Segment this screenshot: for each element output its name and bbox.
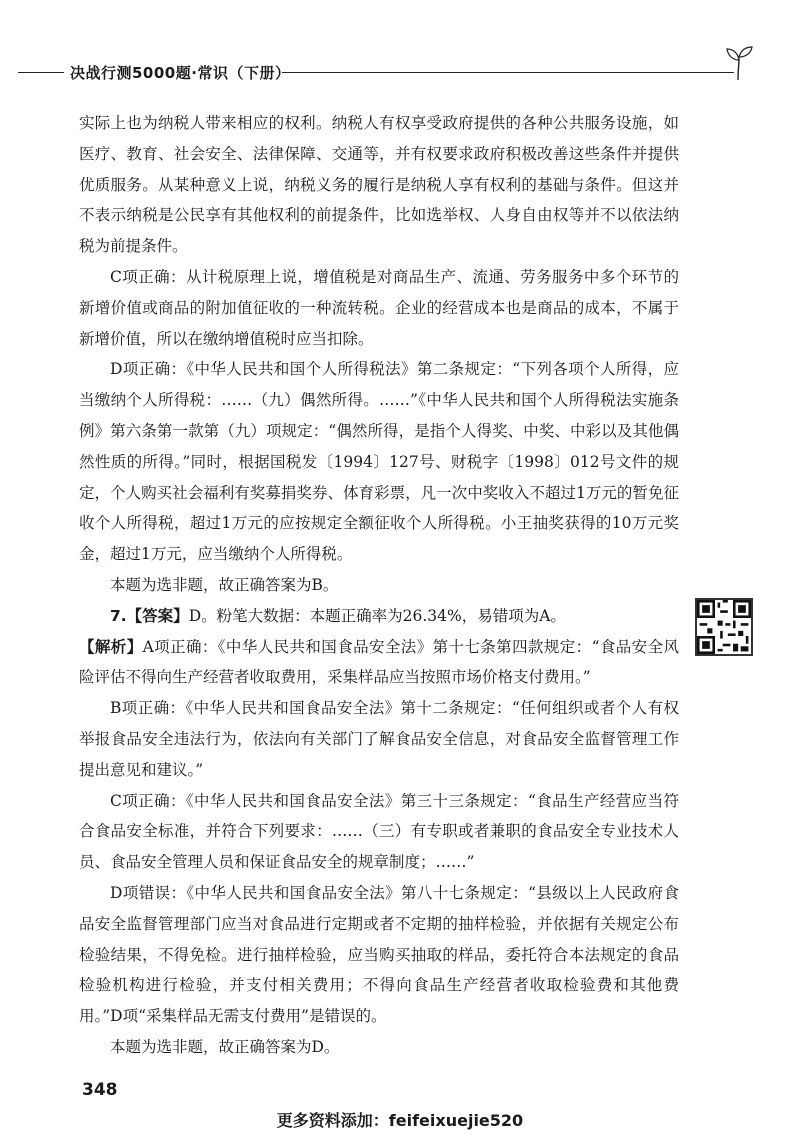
analysis-label: 【解析】	[79, 637, 143, 656]
header-rule-left	[18, 72, 64, 73]
answer-label: 7.【答案】	[110, 606, 189, 625]
analysis-text: A项正确：《中华人民共和国食品安全法》第十七条第四款规定：“食品安全风险评估不得向生产经营者收取费用，采集样品应当按照市场价格支付费用。”	[79, 637, 679, 687]
header-rule-right	[282, 72, 734, 73]
page-number: 348	[82, 1080, 118, 1100]
sprout-icon	[724, 42, 754, 82]
paragraph-answer-7	[79, 601, 679, 632]
header-title: 决战行测5000题·常识（下册）	[70, 64, 291, 82]
answer-explanation-body	[79, 108, 679, 1063]
answer-text: D。粉笔大数据：本题正确率为26.34%，易错项为A。	[188, 606, 566, 625]
paragraph-analysis-c: C项正确：《中华人民共和国食品安全法》第三十三条规定：“食品生产经营应当符合食品安全标准，并符合下列要求：……（三）有专职或者兼职的食品安全专业技术人员、食品安全管理人员和保证食品安全的规章制度；……”	[79, 791, 679, 872]
paragraph-conclusion-7: 本题为选非题，故正确答案为D。	[110, 1037, 340, 1056]
paragraph-conclusion-6: 本题为选非题，故正确答案为B。	[110, 575, 339, 594]
paragraph-analysis-d: D项错误：《中华人民共和国食品安全法》第八十七条规定：“县级以上人民政府食品安全监督管理部门应当对食品进行定期或者不定期的抽样检验，并依据有关规定公布检验结果，不得免检。进行抽样检验，应当购买抽取的样品，委托符合本法规定的食品检验机构进行检验，并支付相关费用；不得向食品生产经营者收取检验费和其他费用。”D项“采集样品无需支付费用”是错误的。	[79, 883, 679, 1026]
running-header	[0, 60, 800, 84]
paragraph-analysis-a	[79, 632, 679, 694]
qr-code-pattern	[697, 600, 751, 654]
paragraph-1: 实际上也为纳税人带来相应的权利。纳税人有权享受政府提供的各种公共服务设施，如医疗、教育、社会安全、法律保障、交通等，并有权要求政府积极改善这些条件并提供优质服务。从某种意义上说，纳税义务的履行是纳税人享有权利的基础与条件。但这并不表示纳税是公民享有其他权利的前提条件，比如选举权、人身自由权等并不以依法纳税为前提条件。	[79, 114, 679, 256]
paragraph-option-c: C项正确：从计税原理上说，增值税是对商品生产、流通、劳务服务中多个环节的新增价值或商品的附加值征收的一种流转税。企业的经营成本也是商品的成本，不属于新增价值，所以在缴纳增值税时应当扣除。	[79, 267, 679, 348]
footer-note: 更多资料添加：feifeixuejie520	[276, 1111, 524, 1130]
paragraph-analysis-b: B项正确：《中华人民共和国食品安全法》第十二条规定：“任何组织或者个人有权举报食品安全违法行为，依法向有关部门了解食品安全信息，对食品安全监督管理工作提出意见和建议。”	[79, 699, 679, 779]
paragraph-option-d: D项正确：《中华人民共和国个人所得税法》第二条规定：“下列各项个人所得，应当缴纳个人所得税：……（九）偶然所得。……”《中华人民共和国个人所得税法实施条例》第六条第一款第（九）项规定：“偶然所得，是指个人得奖、中奖、中彩以及其他偶然性质的所得。”同时，根据国税发〔1994〕127号、财税字〔1998〕012号文件的规定，个人购买社会福利有奖募捐奖券、体育彩票，凡一次中奖收入不超过1万元的暂免征收个人所得税，超过1万元的应按规定全额征收个人所得税。小王抽奖获得的10万元奖金，超过1万元，应当缴纳个人所得税。	[79, 360, 679, 564]
qr-code-icon[interactable]	[695, 598, 753, 656]
